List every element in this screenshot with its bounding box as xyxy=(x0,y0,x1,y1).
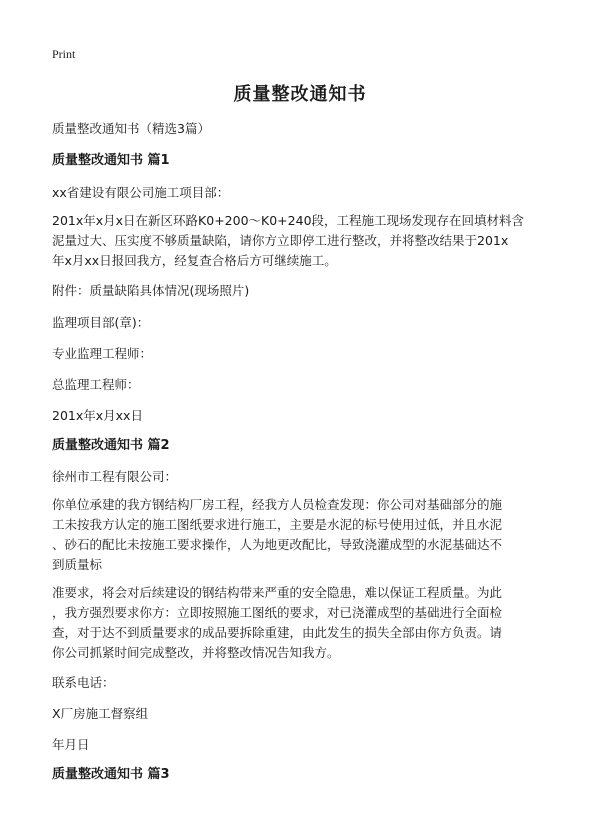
page-title: 质量整改通知书 xyxy=(233,84,367,105)
section2-body-line: 、砂石的配比未按施工要求操作，人为地更改配比，导致浇灌成型的水泥基础达不 xyxy=(52,537,503,552)
section1-body-line: 泥量过大、压实度不够质量缺陷，请你方立即停工进行整改，并将整改结果于201x xyxy=(52,233,509,248)
section1-attachment: 附件：质量缺陷具体情况(现场照片) xyxy=(52,283,250,298)
section1-addressee: xx省建设有限公司施工项目部： xyxy=(52,185,230,200)
section2-body-line: 查，对于达不到质量要求的成品要拆除重建，由此发生的损失全部由你方负责。请 xyxy=(52,625,503,640)
section-heading-2: 质量整改通知书 篇2 xyxy=(52,438,170,453)
section2-body-line: 到质量标 xyxy=(52,557,103,572)
section2-body-line: 工未按我方认定的施工图纸要求进行施工，主要是水泥的标号使用过低，并且水泥 xyxy=(52,517,503,532)
section1-supervision-dept: 监理项目部(章)： xyxy=(52,315,150,330)
section2-body-line: 准要求，将会对后续建设的钢结构带来严重的安全隐患，难以保证工程质量。为此 xyxy=(52,585,503,600)
section2-contact: 联系电话： xyxy=(52,675,115,690)
section2-signer: X厂房施工督察组 xyxy=(52,706,149,721)
section1-body-line: 年x月xx日报回我方，经复查合格后方可继续施工。 xyxy=(52,253,337,268)
section1-date: 201x年x月xx日 xyxy=(52,408,143,423)
section2-date: 年月日 xyxy=(52,737,90,752)
section1-body-line: 201x年x月x日在新区环路K0+200～K0+240段，工程施工现场发现存在回填材料含 xyxy=(52,213,525,228)
print-label: Print xyxy=(52,47,76,61)
section2-body-line: 你单位承建的我方钢结构厂房工程，经我方人员检查发现：你公司对基础部分的施 xyxy=(52,497,503,512)
doc-subtitle: 质量整改通知书（精选3篇） xyxy=(52,121,210,136)
section1-specialist-engineer: 专业监理工程师： xyxy=(52,346,153,361)
section1-chief-engineer: 总监理工程师： xyxy=(52,377,140,392)
section-heading-1: 质量整改通知书 篇1 xyxy=(52,153,170,168)
section2-body-line: ，我方强烈要求你方：立即按照施工图纸的要求，对已浇灌成型的基础进行全面检 xyxy=(52,605,503,620)
section2-addressee: 徐州市工程有限公司： xyxy=(52,469,178,484)
section2-body-line: 你公司抓紧时间完成整改，并将整改情况告知我方。 xyxy=(52,645,340,660)
section-heading-3: 质量整改通知书 篇3 xyxy=(52,767,170,782)
